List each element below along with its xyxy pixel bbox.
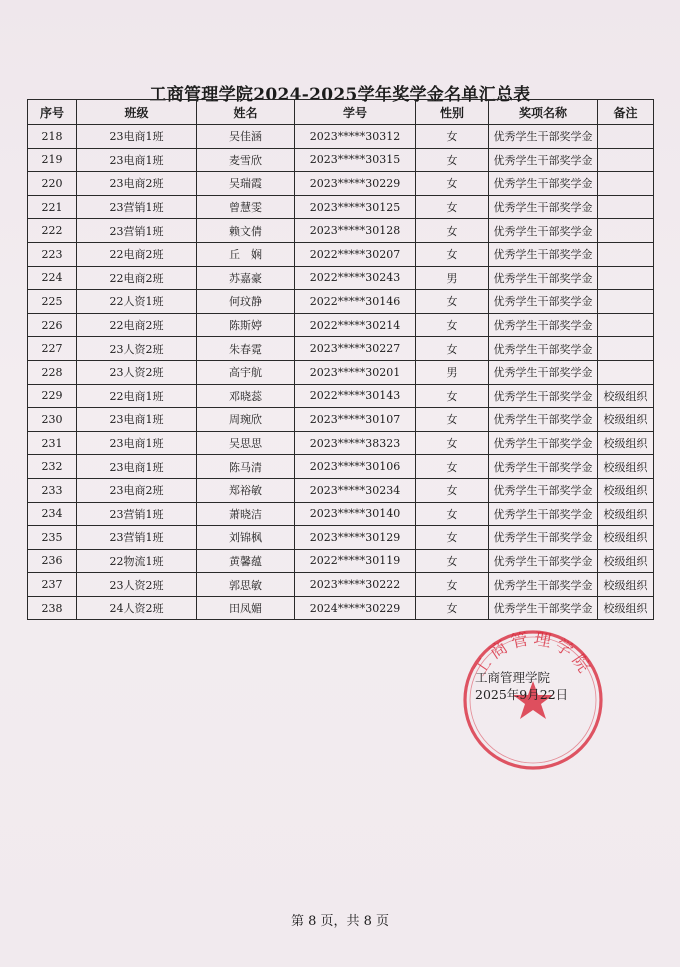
table-cell: 2022*****30146 <box>295 290 416 314</box>
table-cell: 22电商1班 <box>77 384 197 408</box>
table-cell: 何玟静 <box>197 290 295 314</box>
table-row <box>28 337 654 361</box>
table-cell: 女 <box>416 125 489 149</box>
table-cell: 2023*****30315 <box>295 148 416 172</box>
table-cell: 校级组织 <box>598 384 654 408</box>
table-cell: 2023*****38323 <box>295 431 416 455</box>
table-cell <box>598 242 654 266</box>
table-cell: 23电商1班 <box>77 408 197 432</box>
table-cell: 黄馨蕴 <box>197 549 295 573</box>
table-cell: 优秀学生干部奖学金 <box>489 573 598 597</box>
table-row <box>28 172 654 196</box>
table-cell: 23营销1班 <box>77 219 197 243</box>
table-header-row <box>28 100 654 125</box>
table-cell: 2023*****30125 <box>295 195 416 219</box>
table-cell: 2023*****30106 <box>295 455 416 479</box>
table-cell: 女 <box>416 290 489 314</box>
table-cell: 陈马清 <box>197 455 295 479</box>
table-cell: 238 <box>28 596 77 620</box>
table-row <box>28 408 654 432</box>
table-cell: 2023*****30128 <box>295 219 416 243</box>
table-cell <box>598 360 654 384</box>
table-cell: 女 <box>416 384 489 408</box>
table-row <box>28 313 654 337</box>
table-cell: 优秀学生干部奖学金 <box>489 360 598 384</box>
table-cell: 校级组织 <box>598 431 654 455</box>
table-cell: 优秀学生干部奖学金 <box>489 148 598 172</box>
table-cell: 23电商1班 <box>77 148 197 172</box>
table-cell: 23人资2班 <box>77 573 197 597</box>
table-row <box>28 478 654 502</box>
table-cell: 230 <box>28 408 77 432</box>
table-row <box>28 596 654 620</box>
column-header: 班级 <box>77 100 197 125</box>
table-cell: 22电商2班 <box>77 266 197 290</box>
table-cell: 校级组织 <box>598 478 654 502</box>
table-cell: 222 <box>28 219 77 243</box>
table-cell: 2023*****30140 <box>295 502 416 526</box>
table-cell: 优秀学生干部奖学金 <box>489 125 598 149</box>
table-cell: 219 <box>28 148 77 172</box>
table-cell: 2023*****30229 <box>295 172 416 196</box>
table-cell: 优秀学生干部奖学金 <box>489 431 598 455</box>
table-row <box>28 266 654 290</box>
table-cell: 22物流1班 <box>77 549 197 573</box>
table-cell: 吴瑞霞 <box>197 172 295 196</box>
table-cell <box>598 125 654 149</box>
table-cell: 女 <box>416 573 489 597</box>
table-cell: 女 <box>416 219 489 243</box>
table-cell: 优秀学生干部奖学金 <box>489 313 598 337</box>
table-cell <box>598 290 654 314</box>
table-cell: 226 <box>28 313 77 337</box>
table-cell: 田凤媚 <box>197 596 295 620</box>
table-row <box>28 148 654 172</box>
table-cell: 229 <box>28 384 77 408</box>
table-cell: 233 <box>28 478 77 502</box>
table-cell: 22人资1班 <box>77 290 197 314</box>
table-cell: 吴佳涵 <box>197 125 295 149</box>
table-cell: 228 <box>28 360 77 384</box>
table-cell: 2022*****30207 <box>295 242 416 266</box>
table-cell: 赖文倩 <box>197 219 295 243</box>
table-cell: 优秀学生干部奖学金 <box>489 408 598 432</box>
table-cell: 236 <box>28 549 77 573</box>
table-cell <box>598 266 654 290</box>
signature-org: 工商管理学院 <box>475 670 551 685</box>
table-cell: 2022*****30214 <box>295 313 416 337</box>
table-cell: 女 <box>416 596 489 620</box>
table-cell: 2022*****30143 <box>295 384 416 408</box>
table-cell: 郑裕敏 <box>197 478 295 502</box>
table-row <box>28 219 654 243</box>
table-cell: 220 <box>28 172 77 196</box>
table-cell: 22电商2班 <box>77 242 197 266</box>
table-cell: 优秀学生干部奖学金 <box>489 384 598 408</box>
table-cell: 235 <box>28 526 77 550</box>
table-cell: 2023*****30312 <box>295 125 416 149</box>
table-cell: 优秀学生干部奖学金 <box>489 455 598 479</box>
table-cell: 女 <box>416 337 489 361</box>
table-cell: 郭思敏 <box>197 573 295 597</box>
table-cell: 234 <box>28 502 77 526</box>
table-cell: 2024*****30229 <box>295 596 416 620</box>
table-cell: 24人资2班 <box>77 596 197 620</box>
table-cell: 23营销1班 <box>77 502 197 526</box>
table-cell: 225 <box>28 290 77 314</box>
table-cell: 优秀学生干部奖学金 <box>489 172 598 196</box>
table-cell: 朱春霓 <box>197 337 295 361</box>
table-cell: 女 <box>416 313 489 337</box>
table-row <box>28 384 654 408</box>
table-cell: 女 <box>416 172 489 196</box>
column-header: 姓名 <box>197 100 295 125</box>
table-cell: 高宇航 <box>197 360 295 384</box>
table-cell: 周琬欣 <box>197 408 295 432</box>
table-cell <box>598 172 654 196</box>
table-row <box>28 125 654 149</box>
table-cell: 227 <box>28 337 77 361</box>
table-cell: 23电商1班 <box>77 455 197 479</box>
scholarship-table <box>27 99 654 620</box>
table-cell: 2023*****30129 <box>295 526 416 550</box>
table-cell: 女 <box>416 455 489 479</box>
table-cell: 22电商2班 <box>77 313 197 337</box>
table-cell: 23营销1班 <box>77 526 197 550</box>
table-cell: 23电商1班 <box>77 125 197 149</box>
table-cell: 曾慧雯 <box>197 195 295 219</box>
table-row <box>28 195 654 219</box>
table-cell: 优秀学生干部奖学金 <box>489 266 598 290</box>
column-header: 学号 <box>295 100 416 125</box>
table-cell: 萧晓洁 <box>197 502 295 526</box>
table-cell <box>598 195 654 219</box>
table-cell: 2022*****30119 <box>295 549 416 573</box>
table-cell <box>598 148 654 172</box>
table-cell: 23营销1班 <box>77 195 197 219</box>
table-row <box>28 455 654 479</box>
table-row <box>28 360 654 384</box>
table-cell: 校级组织 <box>598 573 654 597</box>
table-cell: 23人资2班 <box>77 337 197 361</box>
table-cell: 232 <box>28 455 77 479</box>
table-cell <box>598 337 654 361</box>
table-cell: 校级组织 <box>598 408 654 432</box>
table-row <box>28 242 654 266</box>
table-cell: 校级组织 <box>598 549 654 573</box>
table-cell: 优秀学生干部奖学金 <box>489 502 598 526</box>
table-cell: 223 <box>28 242 77 266</box>
table-cell: 237 <box>28 573 77 597</box>
table-cell: 女 <box>416 242 489 266</box>
table-cell: 优秀学生干部奖学金 <box>489 290 598 314</box>
table-row <box>28 431 654 455</box>
table-cell: 231 <box>28 431 77 455</box>
column-header: 序号 <box>28 100 77 125</box>
column-header: 性别 <box>416 100 489 125</box>
table-cell <box>598 313 654 337</box>
table-cell: 优秀学生干部奖学金 <box>489 242 598 266</box>
page-number: 第 8 页，共 8 页 <box>290 914 390 929</box>
table-cell: 女 <box>416 526 489 550</box>
table-cell: 苏嘉豪 <box>197 266 295 290</box>
table-cell: 221 <box>28 195 77 219</box>
table-cell: 优秀学生干部奖学金 <box>489 195 598 219</box>
table-cell: 麦雪欣 <box>197 148 295 172</box>
table-cell: 2023*****30201 <box>295 360 416 384</box>
column-header: 备注 <box>598 100 654 125</box>
table-row <box>28 502 654 526</box>
table-cell: 女 <box>416 431 489 455</box>
table-cell: 校级组织 <box>598 455 654 479</box>
table-cell: 校级组织 <box>598 596 654 620</box>
table-cell: 优秀学生干部奖学金 <box>489 478 598 502</box>
table-cell: 2023*****30234 <box>295 478 416 502</box>
table-cell: 男 <box>416 360 489 384</box>
table-cell: 23电商2班 <box>77 172 197 196</box>
table-cell <box>598 219 654 243</box>
table-cell: 邓晓蕊 <box>197 384 295 408</box>
column-header: 奖项名称 <box>489 100 598 125</box>
table-cell: 校级组织 <box>598 526 654 550</box>
table-cell: 218 <box>28 125 77 149</box>
table-cell: 23电商1班 <box>77 431 197 455</box>
table-row <box>28 549 654 573</box>
table-cell: 23电商2班 <box>77 478 197 502</box>
table-cell: 校级组织 <box>598 502 654 526</box>
table-row <box>28 290 654 314</box>
table-cell: 优秀学生干部奖学金 <box>489 337 598 361</box>
table-cell: 丘 娴 <box>197 242 295 266</box>
table-cell: 2023*****30227 <box>295 337 416 361</box>
table-row <box>28 573 654 597</box>
table-cell: 2023*****30107 <box>295 408 416 432</box>
table-cell: 2023*****30222 <box>295 573 416 597</box>
table-cell: 女 <box>416 195 489 219</box>
seal-text: 工商管理学院 <box>470 628 596 680</box>
table-row <box>28 526 654 550</box>
table-cell: 优秀学生干部奖学金 <box>489 596 598 620</box>
table-cell: 23人资2班 <box>77 360 197 384</box>
table-cell: 刘锦枫 <box>197 526 295 550</box>
signature-date: 2025年9月22日 <box>475 687 569 702</box>
table-cell: 女 <box>416 408 489 432</box>
table-cell: 女 <box>416 478 489 502</box>
table-cell: 女 <box>416 148 489 172</box>
table-cell: 224 <box>28 266 77 290</box>
table-cell: 女 <box>416 502 489 526</box>
table-cell: 女 <box>416 549 489 573</box>
document-title: 工商管理学院2024-2025学年奖学金名单汇总表 <box>149 85 531 105</box>
table-cell: 男 <box>416 266 489 290</box>
table-cell: 吴思思 <box>197 431 295 455</box>
table-cell: 陈斯婷 <box>197 313 295 337</box>
table-cell: 优秀学生干部奖学金 <box>489 549 598 573</box>
table-cell: 优秀学生干部奖学金 <box>489 219 598 243</box>
table-cell: 2022*****30243 <box>295 266 416 290</box>
table-cell: 优秀学生干部奖学金 <box>489 526 598 550</box>
